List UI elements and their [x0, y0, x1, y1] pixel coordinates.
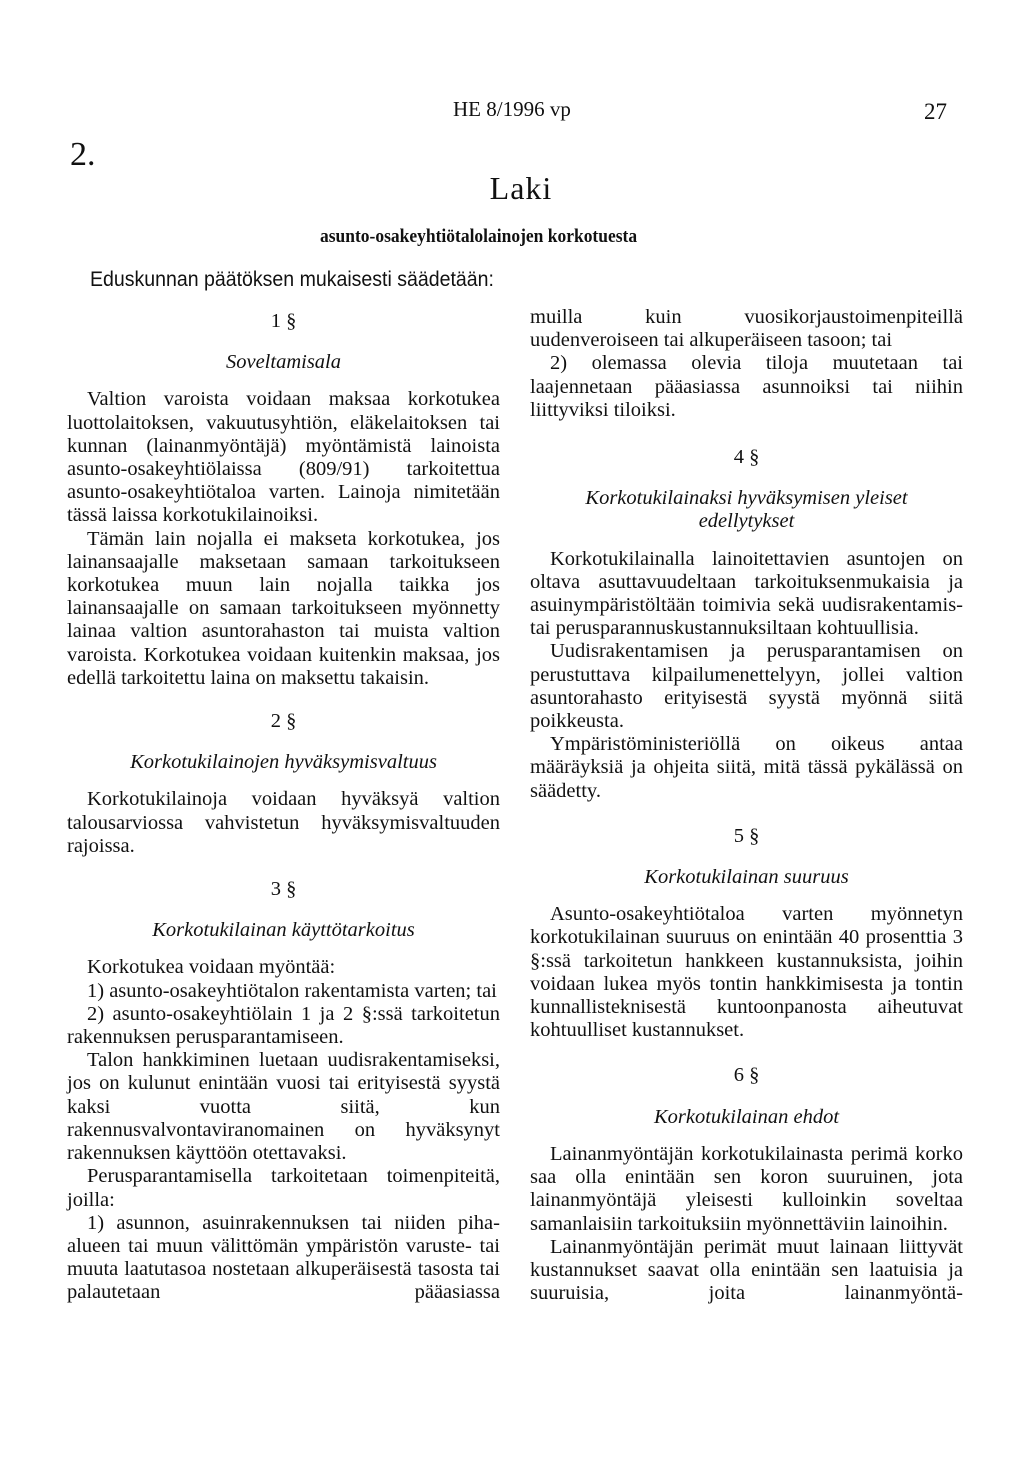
section-4-paragraph: Uudisrakentamisen ja perusparantamisen on perustuttava kilpailumenettelyyn, jollei valtion asuntorahasto erityisestä syystä myönnä siitä poikkeusta.: [530, 640, 963, 733]
enacting-clause: Eduskunnan päätöksen mukaisesti säädetään:: [90, 268, 494, 291]
section-5-number: 5 §: [733, 824, 760, 847]
running-header: HE 8/1996 vp: [453, 97, 571, 121]
section-5-paragraph: Asunto-osakeyhtiötaloa varten myönnetyn korkotukilainan suuruus on enintään 40 prosenttia 3 §:ssä tarkoitetun hankkeen kustannuksista, joihin voidaan lukea myös tontin hankkimisesta ja tontin kunnallisteknisestä kuntoonpanosta aiheutuvat kohtuulliset kustannukset.: [530, 903, 963, 1042]
section-number: 2.: [70, 136, 96, 173]
section-3-paragraph: 2) asunto-osakeyhtiölain 1 ja 2 §:ssä tarkoitetun rakennuksen perusparantamiseen.: [67, 1002, 500, 1049]
section-5-title: Korkotukilainan suuruus: [644, 866, 849, 889]
page-number: 27: [924, 99, 947, 124]
section-3-paragraph: Talon hankkiminen luetaan uudisrakentamiseksi, jos on kulunut enintään vuosi tai erityisestä syystä kaksi vuotta siitä, kun rakennusvalvontaviranomainen on hyväksynyt rakennuksen käyttöön otettavaksi.: [67, 1049, 500, 1165]
law-title: Laki: [489, 170, 553, 206]
section-3-paragraph: 1) asunto-osakeyhtiötalon rakentamista varten; tai: [87, 979, 497, 1002]
section-2-number: 2 §: [270, 710, 297, 733]
section-4-title: Korkotukilainaksi hyväksymisen yleiset edellytykset: [585, 487, 908, 533]
section-4-number: 4 §: [733, 446, 760, 469]
section-3-title: Korkotukilainan käyttötarkoitus: [152, 919, 415, 942]
law-subtitle: asunto-osakeyhtiötalolainojen korkotuesta: [320, 226, 638, 247]
section-3-paragraph: Perusparantamisella tarkoitetaan toimenpiteitä, joilla:: [67, 1165, 500, 1211]
section-6-paragraph: Lainanmyöntäjän perimät muut lainaan liittyvät kustannukset saavat olla enintään sen laatuisia ja suuruisia, joita lainanmyöntä-: [530, 1235, 963, 1305]
right-column: [530, 306, 963, 1305]
section-6-title: Korkotukilainan ehdot: [653, 1105, 840, 1128]
section-1-title: Soveltamisala: [225, 351, 341, 374]
section-4-paragraph: Korkotukilainalla lainoitettavien asuntojen on oltava asuttavuudeltaan tarkoituksenmukaisia ja asuinympäristöltään toimivia sekä uudisrakentamis- tai perusparannuskustannuksiltaan kohtuullisia.: [530, 547, 963, 640]
left-column: [67, 306, 500, 1305]
section-3-paragraph: 1) asunnon, asuinrakennuksen tai niiden piha-alueen tai muun välittömän ympäristön varuste- tai muuta laatutasoa nostetaan alkuperäisestä tasosta tai palautetaan pääasiassa: [67, 1211, 500, 1304]
section-2-paragraph: Korkotukilainoja voidaan hyväksyä valtion talousarviossa vahvistetun hyväksymisvaltuuden rajoissa.: [67, 788, 500, 857]
section-3-continuation: muilla kuin vuosikorjaustoimenpiteillä uudenveroiseen tai alkuperäiseen tasoon; tai: [530, 306, 963, 352]
section-2-title: Korkotukilainojen hyväksymisvaltuus: [130, 751, 437, 774]
section-6-paragraph: Lainanmyöntäjän korkotukilainasta perimä korko saa olla enintään sen koron suuruinen, jota lainanmyöntäjä yleisesti kulloinkin soveltaa samanlaisiin tarkoituksiin myönnettäviin lainoihin.: [530, 1142, 963, 1235]
section-1-number: 1 §: [270, 310, 297, 332]
section-3-paragraph: 2) olemassa olevia tiloja muutetaan tai laajennetaan pääasiassa asunnoiksi tai niihin liittyviksi tiloiksi.: [530, 352, 963, 421]
section-3-paragraph: Korkotukea voidaan myöntää:: [87, 956, 336, 979]
section-4-paragraph: Ympäristöministeriöllä on oikeus antaa määräyksiä ja ohjeita siitä, mitä tässä pykälässä on säädetty.: [530, 733, 963, 802]
section-1-paragraph: Valtion varoista voidaan maksaa korkotukea luottolaitoksen, vakuutusyhtiön, eläkelaitoksen tai kunnan (lainanmyöntäjä) myöntämistä lainoista asunto-osakeyhtiölaissa (809/91) tarkoitettua asunto-osakeyhtiötaloa varten. Lainoja nimitetään tässä laissa korkotukilainoiksi.: [67, 388, 500, 527]
section-1-paragraph: Tämän lain nojalla ei makseta korkotukea, jos lainansaajalle maksetaan samaan tarkoitukseen korkotukea muun lain nojalla taikka jos lainansaajalle on samaan tarkoitukseen myönnetty lainaa valtion asuntorahaston tai muista valtion varoista. Korkotukea voidaan kuitenkin maksaa, jos edellä tarkoitettu laina on maksettu takaisin.: [67, 527, 500, 689]
section-6-number: 6 §: [733, 1064, 760, 1087]
section-3-number: 3 §: [270, 878, 297, 901]
